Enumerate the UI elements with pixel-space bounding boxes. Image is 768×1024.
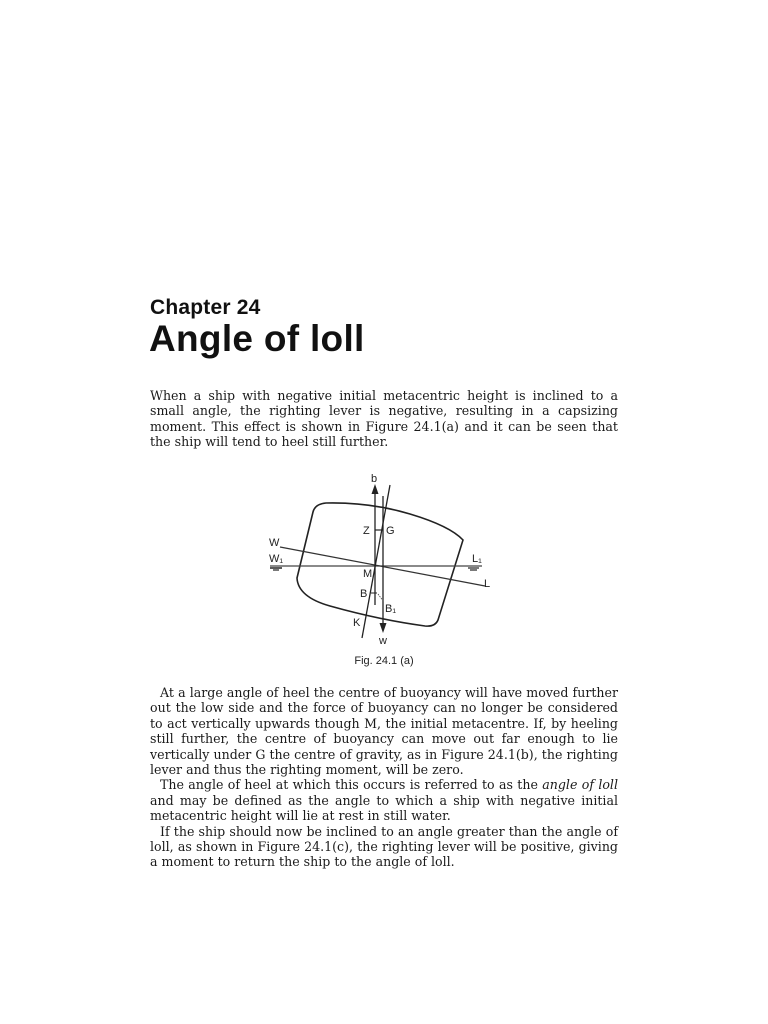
- label-L1: L₁: [472, 553, 482, 565]
- label-W: W: [269, 537, 280, 549]
- label-L: L: [484, 578, 491, 590]
- paragraph-4: If the ship should now be inclined to an angle greater than the angle of loll, as shown in Figure 24.1(c), the righting lever will be positive, giving a moment to return the ship to the angle of loll.: [150, 823, 618, 870]
- label-B1: B₁: [385, 603, 397, 615]
- figure-caption: Fig. 24.1 (a): [354, 655, 414, 667]
- label-G: G: [386, 525, 395, 537]
- paragraph-3-start: The angle of heel at which this occurs is referred to as the: [160, 777, 543, 793]
- paragraph-3: [150, 777, 618, 823]
- label-Z: Z: [363, 525, 370, 537]
- ship-hull-outline: [297, 503, 463, 626]
- term-angle-of-loll: angle of loll: [542, 777, 618, 793]
- main-paragraph-block: [150, 685, 618, 870]
- figure-24-1a-diagram: [260, 470, 500, 650]
- chapter-title: Angle of loll: [149, 318, 365, 359]
- label-B: B: [360, 588, 368, 600]
- label-b: b: [371, 473, 378, 485]
- label-w: w: [379, 635, 387, 647]
- label-M: M: [363, 568, 373, 580]
- label-W1: W₁: [269, 553, 284, 565]
- paragraph-intro: When a ship with negative initial metacentric height is inclined to a small angle, the righting lever is negative, resulting in a capsizing moment. This effect is shown in Figure 24.1(a) and it can be seen that the ship will tend to heel still further.: [150, 388, 618, 450]
- label-K: K: [353, 617, 361, 629]
- intro-paragraph-block: [150, 388, 618, 450]
- paragraph-2: At a large angle of heel the centre of buoyancy will have moved further out the low side and the force of buoyancy can no longer be considered to act vertically upwards though M, the initial metacentre. If, by heeling still further, the centre of buoyancy can move out far enough to lie vertically under G the centre of gravity, as in Figure 24.1(b), the righting lever and thus the righting moment, will be zero.: [150, 685, 618, 778]
- paragraph-3-end: and may be defined as the angle to which a ship with negative initial metacentric height will lie at rest in still water.: [150, 792, 618, 824]
- chapter-number: Chapter 24: [150, 296, 261, 319]
